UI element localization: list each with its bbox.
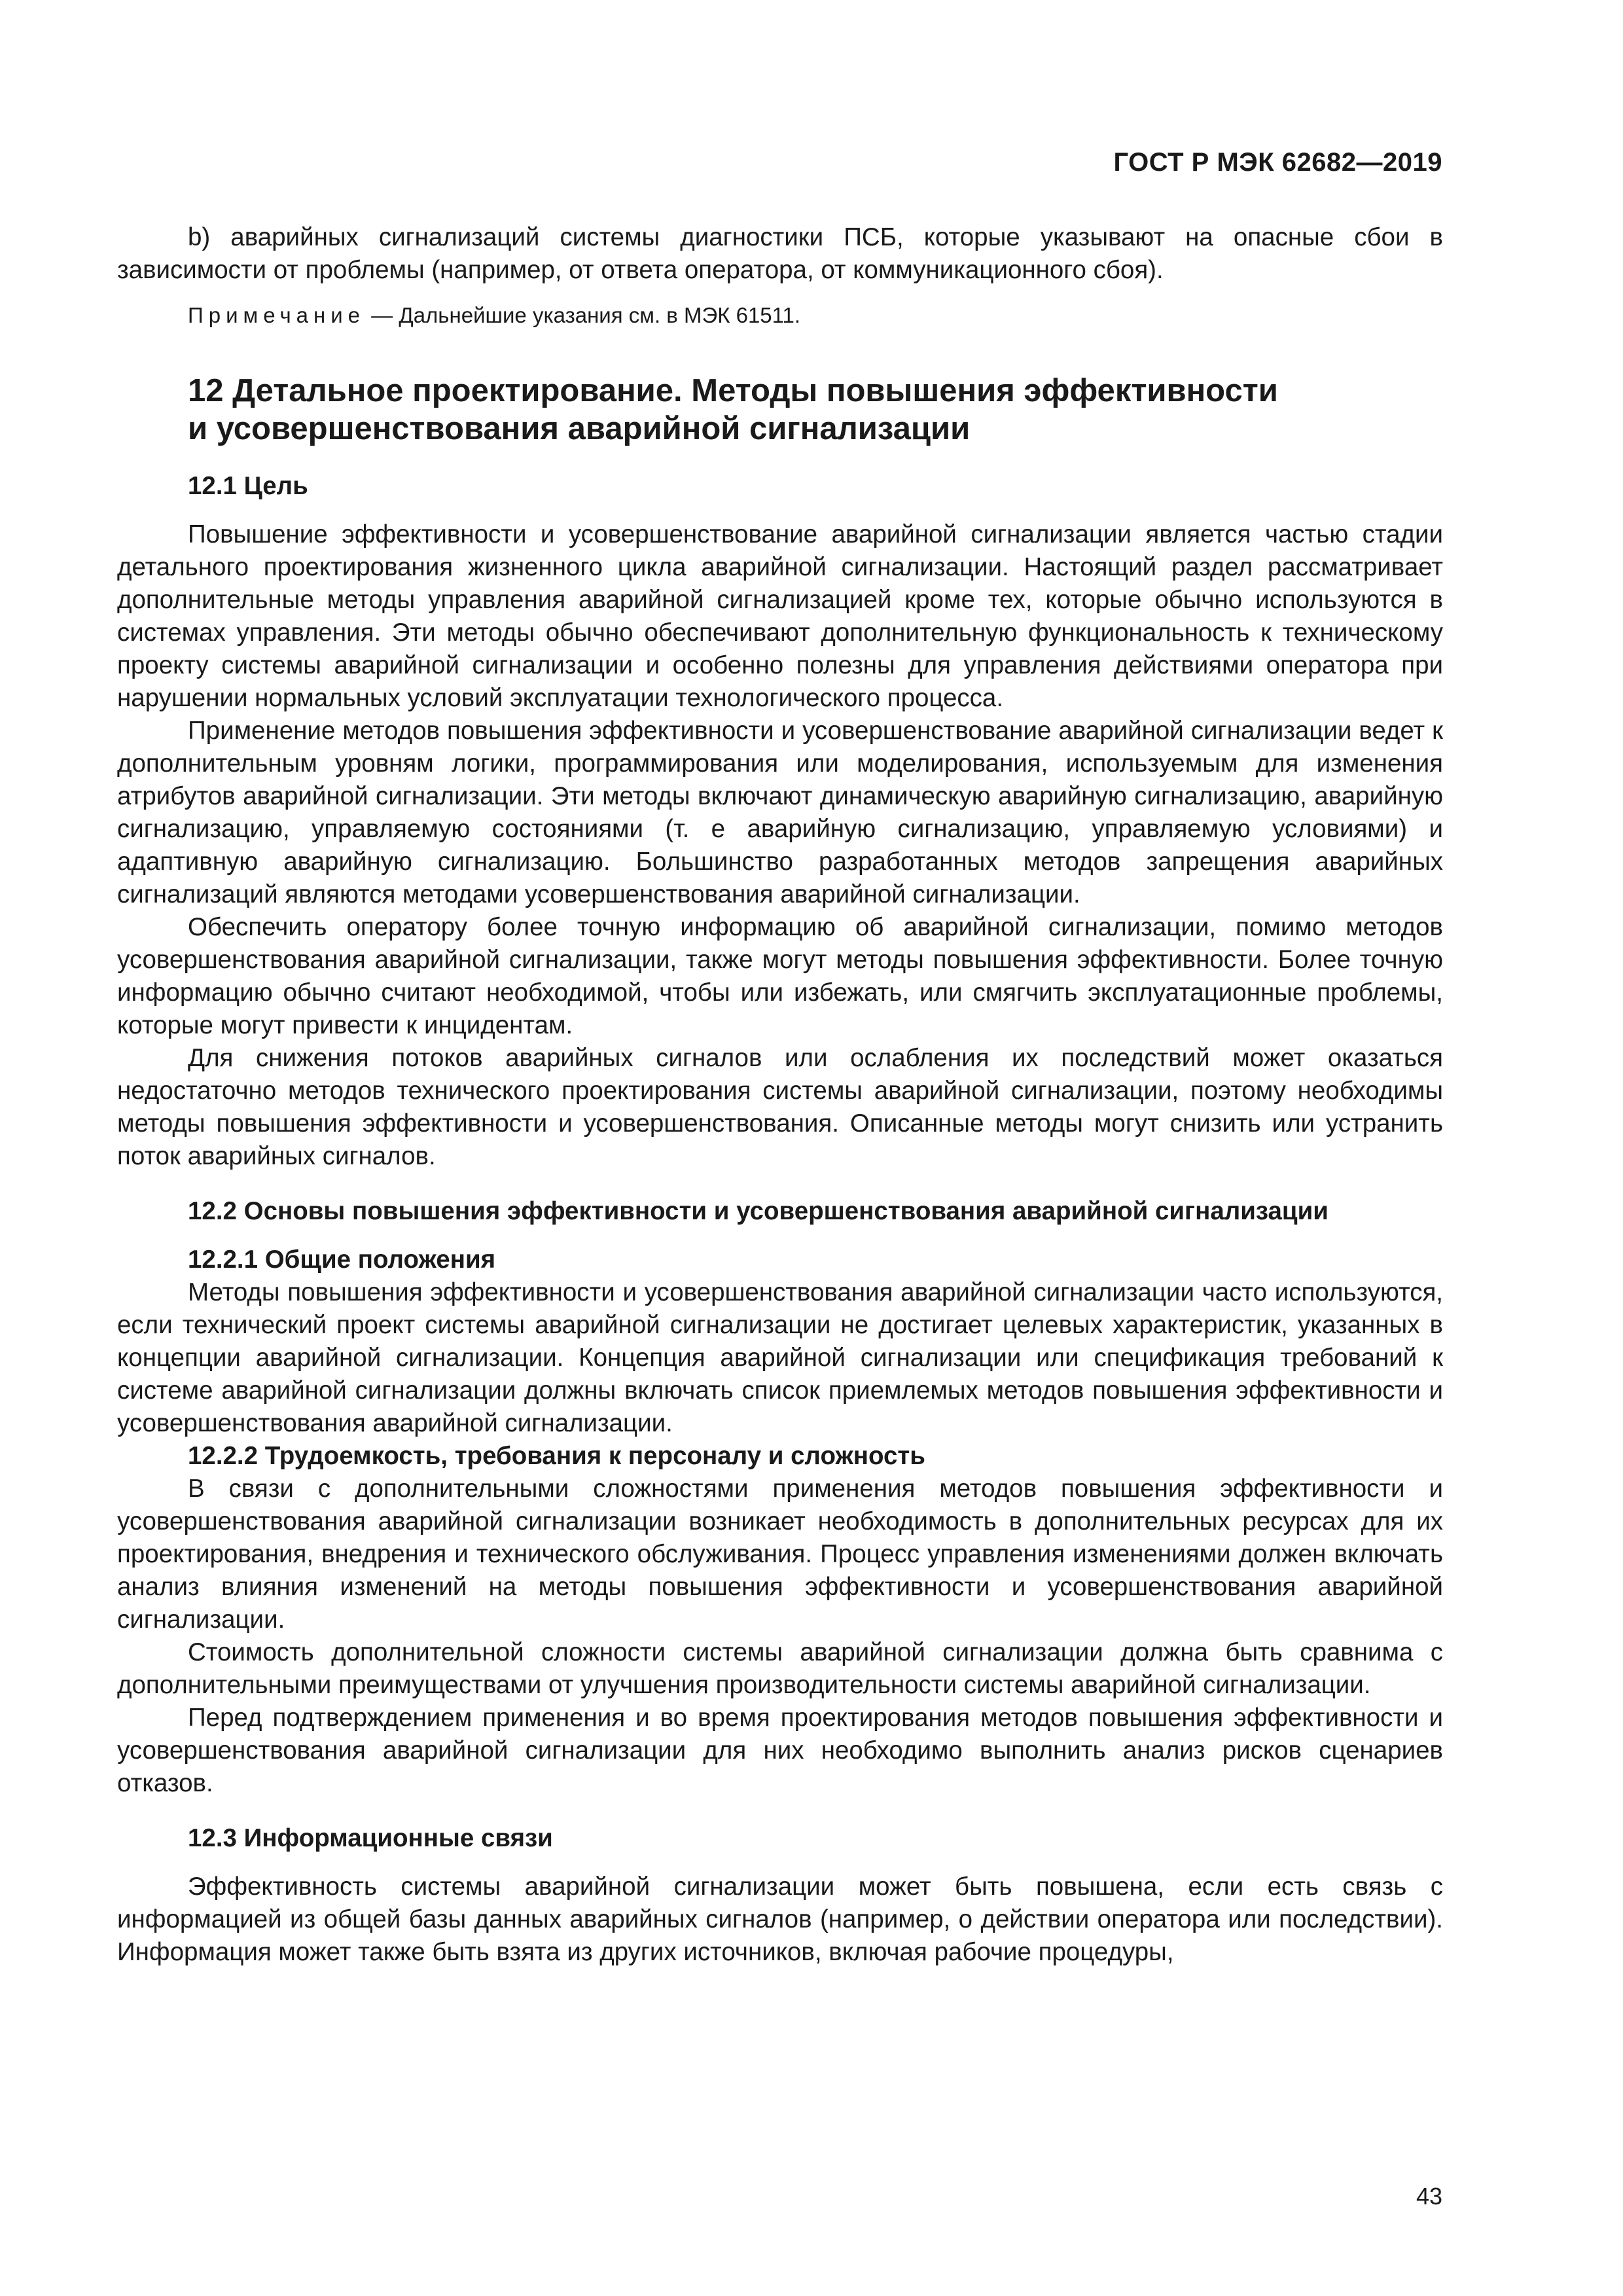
standard-code-header: ГОСТ Р МЭК 62682—2019 (1113, 148, 1442, 177)
section-12-2-2-paragraph-1: В связи с дополнительными сложностями применения методов повышения эффективности и усовершенствования аварийной сигнализации возникает необходимость в дополнительных ресурсах для их проектирования, внедрения и технического обслуживания. Процесс управления изменениями должен включать анализ влияния изменений на методы повышения эффективности и усовершенствования аварийной сигнализации. (117, 1475, 1443, 1634)
page-content (117, 221, 1443, 1969)
list-item-b: b) аварийных сигнализаций системы диагностики ПСБ, которые указывают на опасные сбои в зависимости от проблемы (например, от ответа оператора, от коммуникационного сбоя). (117, 223, 1443, 284)
section-12-2-2-paragraph-3: Перед подтверждением применения и во время проектирования методов повышения эффективности и усовершенствования аварийной сигнализации для них необходимо выполнить анализ рисков сценариев отказов. (117, 1704, 1443, 1797)
note-label: Примечание (188, 303, 366, 327)
section-12-3-title: 12.3 Информационные связи (188, 1824, 553, 1852)
section-12-3-paragraph-1: Эффективность системы аварийной сигнализации может быть повышена, если есть связь с информацией из общей базы данных аварийных сигналов (например, о действии оператора или последствии). Информация может также быть взята из других источников, включая рабочие процедуры, (117, 1873, 1443, 1966)
note (117, 301, 1443, 330)
page-number: 43 (1416, 2183, 1442, 2210)
section-12-1-paragraph-2: Применение методов повышения эффективности и усовершенствование аварийной сигнализации ведет к дополнительным уровням логики, программирования или моделирования, используемым для изменения атрибутов аварийной сигнализации. Эти методы включают динамическую аварийную сигнализацию, аварийную сигнализацию, управляемую состояниями (т. е аварийную сигнализацию, управляемую условиями) и адаптивную аварийную сигнализацию. Большинство разработанных методов запрещения аварийных сигнализаций являются методами усовершенствования аварийной сигнализации. (117, 717, 1443, 908)
section-12-2-2-title: 12.2.2 Трудоемкость, требования к персоналу и сложность (188, 1442, 925, 1470)
section-12-2-1-paragraph-1: Методы повышения эффективности и усовершенствования аварийной сигнализации часто используются, если технический проект системы аварийной сигнализации не достигает целевых характеристик, указанных в концепции аварийной сигнализации. Концепция аварийной сигнализации или спецификация требований к системе аварийной сигнализации должны включать список приемлемых методов повышения эффективности и усовершенствования аварийной сигнализации. (117, 1278, 1443, 1437)
section-12-1-title: 12.1 Цель (188, 472, 308, 500)
section-12-2-1-title: 12.2.1 Общие положения (188, 1246, 496, 1274)
section-12-2-title: 12.2 Основы повышения эффективности и усовершенствования аварийной сигнализации (188, 1197, 1329, 1225)
section-12-title (188, 372, 1443, 448)
section-12-1-paragraph-1: Повышение эффективности и усовершенствование аварийной сигнализации является частью стадии детального проектирования жизненного цикла аварийной сигнализации. Настоящий раздел рассматривает дополнительные методы управления аварийной сигнализацией кроме тех, которые обычно используются в системах управления. Эти методы обычно обеспечивают дополнительную функциональность к техническому проекту системы аварийной сигнализации и особенно полезны для управления действиями оператора при нарушении нормальных условий эксплуатации технологического процесса. (117, 520, 1443, 712)
note-text: — Дальнейшие указания см. в МЭК 61511. (365, 303, 801, 327)
section-12-1-paragraph-4: Для снижения потоков аварийных сигналов или ослабления их последствий может оказаться недостаточно методов технического проектирования системы аварийной сигнализации, поэтому необходимы методы повышения эффективности и усовершенствования. Описанные методы могут снизить или устранить поток аварийных сигналов. (117, 1044, 1443, 1170)
section-12-1-paragraph-3: Обеспечить оператору более точную информацию об аварийной сигнализации, помимо методов усовершенствования аварийной сигнализации, также могут методы повышения эффективности. Более точную информацию обычно считают необходимой, чтобы или избежать, или смягчить эксплуатационные проблемы, которые могут привести к инцидентам. (117, 913, 1443, 1039)
section-12-title-line-2: и усовершенствования аварийной сигнализации (188, 411, 971, 446)
section-12-2-2-paragraph-2: Стоимость дополнительной сложности системы аварийной сигнализации должна быть сравнима с дополнительными преимуществами от улучшения производительности системы аварийной сигнализации. (117, 1638, 1443, 1699)
section-12-title-line-1: 12 Детальное проектирование. Методы повышения эффективности (188, 373, 1278, 408)
